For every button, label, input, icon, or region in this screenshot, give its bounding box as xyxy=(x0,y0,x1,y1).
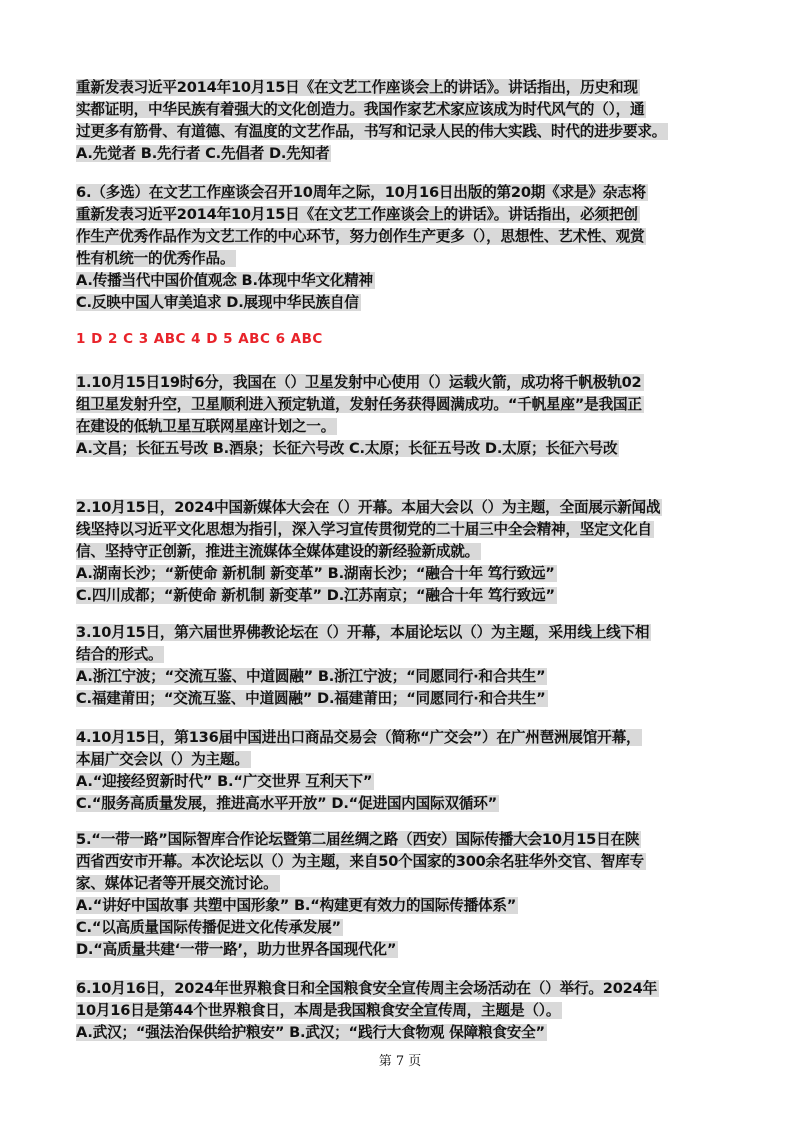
question-options-line: A.湖南长沙；“新使命 新机制 新变革” B.湖南长沙；“融合十年 笃行致远” xyxy=(76,565,555,582)
question-text-line: 10月16日是第44个世界粮食日，本周是我国粮食安全宣传周，主题是（）。 xyxy=(76,1002,561,1019)
question-options-line: A.先觉者 B.先行者 C.先倡者 D.先知者 xyxy=(76,145,330,162)
answer-key: 1 D 2 C 3 ABC 4 D 5 ABC 6 ABC xyxy=(76,331,323,347)
question-block-5 xyxy=(76,829,736,961)
question-options-line: C.四川成都；“新使命 新机制 新变革” D.江苏南京；“融合十年 笃行致远” xyxy=(76,587,555,604)
question-options-line: A.“迎接经贸新时代” B.“广交世界 互利天下” xyxy=(76,773,373,790)
question-text-line: 信、坚持守正创新，推进主流媒体全媒体建设的新经验新成就。 xyxy=(76,543,480,560)
question-text-line: 4.10月15日，第136届中国进出口商品交易会（简称“广交会”）在广州琶洲展馆开幕， xyxy=(76,729,641,746)
question-text-line: 家、媒体记者等开展交流讨论。 xyxy=(76,875,278,892)
question-text-line: 性有机统一的优秀作品。 xyxy=(76,250,235,267)
question-options-line: D.“高质量共建‘一带一路’，助力世界各国现代化” xyxy=(76,941,397,958)
question-block-prev-6 xyxy=(76,182,736,314)
question-options-line: C.福建莆田；“交流互鉴、中道圆融” D.福建莆田；“同愿同行·和合共生” xyxy=(76,690,546,707)
question-text-line: 作生产优秀作品作为文艺工作的中心环节，努力创作生产更多（），思想性、艺术性、观赏 xyxy=(76,228,645,245)
question-text-line: 线坚持以习近平文化思想为指引，深入学习宣传贯彻党的二十届三中全会精神，坚定文化自 xyxy=(76,521,652,538)
question-text-line: 过更多有筋骨、有道德、有温度的文艺作品，书写和记录人民的伟大实践、时代的进步要求。 xyxy=(76,123,667,140)
question-block-prev-5 xyxy=(76,77,736,165)
question-text-line: 重新发表习近平2014年10月15日《在文艺工作座谈会上的讲话》。讲话指出，必须把创 xyxy=(76,206,638,223)
question-block-1 xyxy=(76,372,736,460)
question-text-line: 5.“一带一路”国际智库合作论坛暨第二届丝绸之路（西安）国际传播大会10月15日在陕 xyxy=(76,831,640,848)
question-text-line: 在建设的低轨卫星互联网星座计划之一。 xyxy=(76,418,336,435)
question-text-line: 6.（多选）在文艺工作座谈会召开10周年之际，10月16日出版的第20期《求是》杂志将 xyxy=(76,184,646,201)
question-text-line: 实都证明，中华民族有着强大的文化创造力。我国作家艺术家应该成为时代风气的（），通 xyxy=(76,101,645,118)
question-block-2 xyxy=(76,497,736,607)
question-text-line: 3.10月15日，第六届世界佛教论坛在（）开幕，本届论坛以（）为主题，采用线上线下相 xyxy=(76,624,650,641)
question-text-line: 1.10月15日19时6分，我国在（）卫星发射中心使用（）运载火箭，成功将千帆极轨02 xyxy=(76,374,642,391)
question-options-line: A.浙江宁波；“交流互鉴、中道圆融” B.浙江宁波；“同愿同行·和合共生” xyxy=(76,668,546,685)
question-text-line: 组卫星发射升空，卫星顺利进入预定轨道，发射任务获得圆满成功。“千帆星座”是我国正 xyxy=(76,396,642,413)
question-options-line: A.“讲好中国故事 共塑中国形象” B.“构建更有效力的国际传播体系” xyxy=(76,897,517,914)
question-text-line: 6.10月16日，2024年世界粮食日和全国粮食安全宣传周主会场活动在（）举行。2024年 xyxy=(76,980,657,997)
question-text-line: 重新发表习近平2014年10月15日《在文艺工作座谈会上的讲话》。讲话指出，历史和现 xyxy=(76,79,638,96)
question-block-3 xyxy=(76,622,736,710)
question-text-line: 本届广交会以（）为主题。 xyxy=(76,751,249,768)
question-options-line: C.反映中国人审美追求 D.展现中华民族自信 xyxy=(76,294,359,311)
question-options-line: C.“以高质量国际传播促进文化传承发展” xyxy=(76,919,341,936)
question-options-line: C.“服务高质量发展，推进高水平开放” D.“促进国内国际双循环” xyxy=(76,795,498,812)
question-text-line: 西省西安市开幕。本次论坛以（）为主题，来自50个国家的300余名驻华外交官、智库专 xyxy=(76,853,644,870)
question-block-4 xyxy=(76,727,736,815)
question-options-line: A.传播当代中国价值观念 B.体现中华文化精神 xyxy=(76,272,373,289)
question-block-6 xyxy=(76,978,736,1044)
question-options-line: A.文昌；长征五号改 B.酒泉；长征六号改 C.太原；长征五号改 D.太原；长征六号改 xyxy=(76,440,618,457)
page-number: 第 7 页 xyxy=(378,1054,422,1069)
question-options-line: A.武汉；“强法治保供给护粮安” B.武汉；“践行大食物观 保障粮食安全” xyxy=(76,1024,545,1041)
question-text-line: 结合的形式。 xyxy=(76,646,163,663)
question-text-line: 2.10月15日，2024中国新媒体大会在（）开幕。本届大会以（）为主题，全面展示新闻战 xyxy=(76,499,661,516)
